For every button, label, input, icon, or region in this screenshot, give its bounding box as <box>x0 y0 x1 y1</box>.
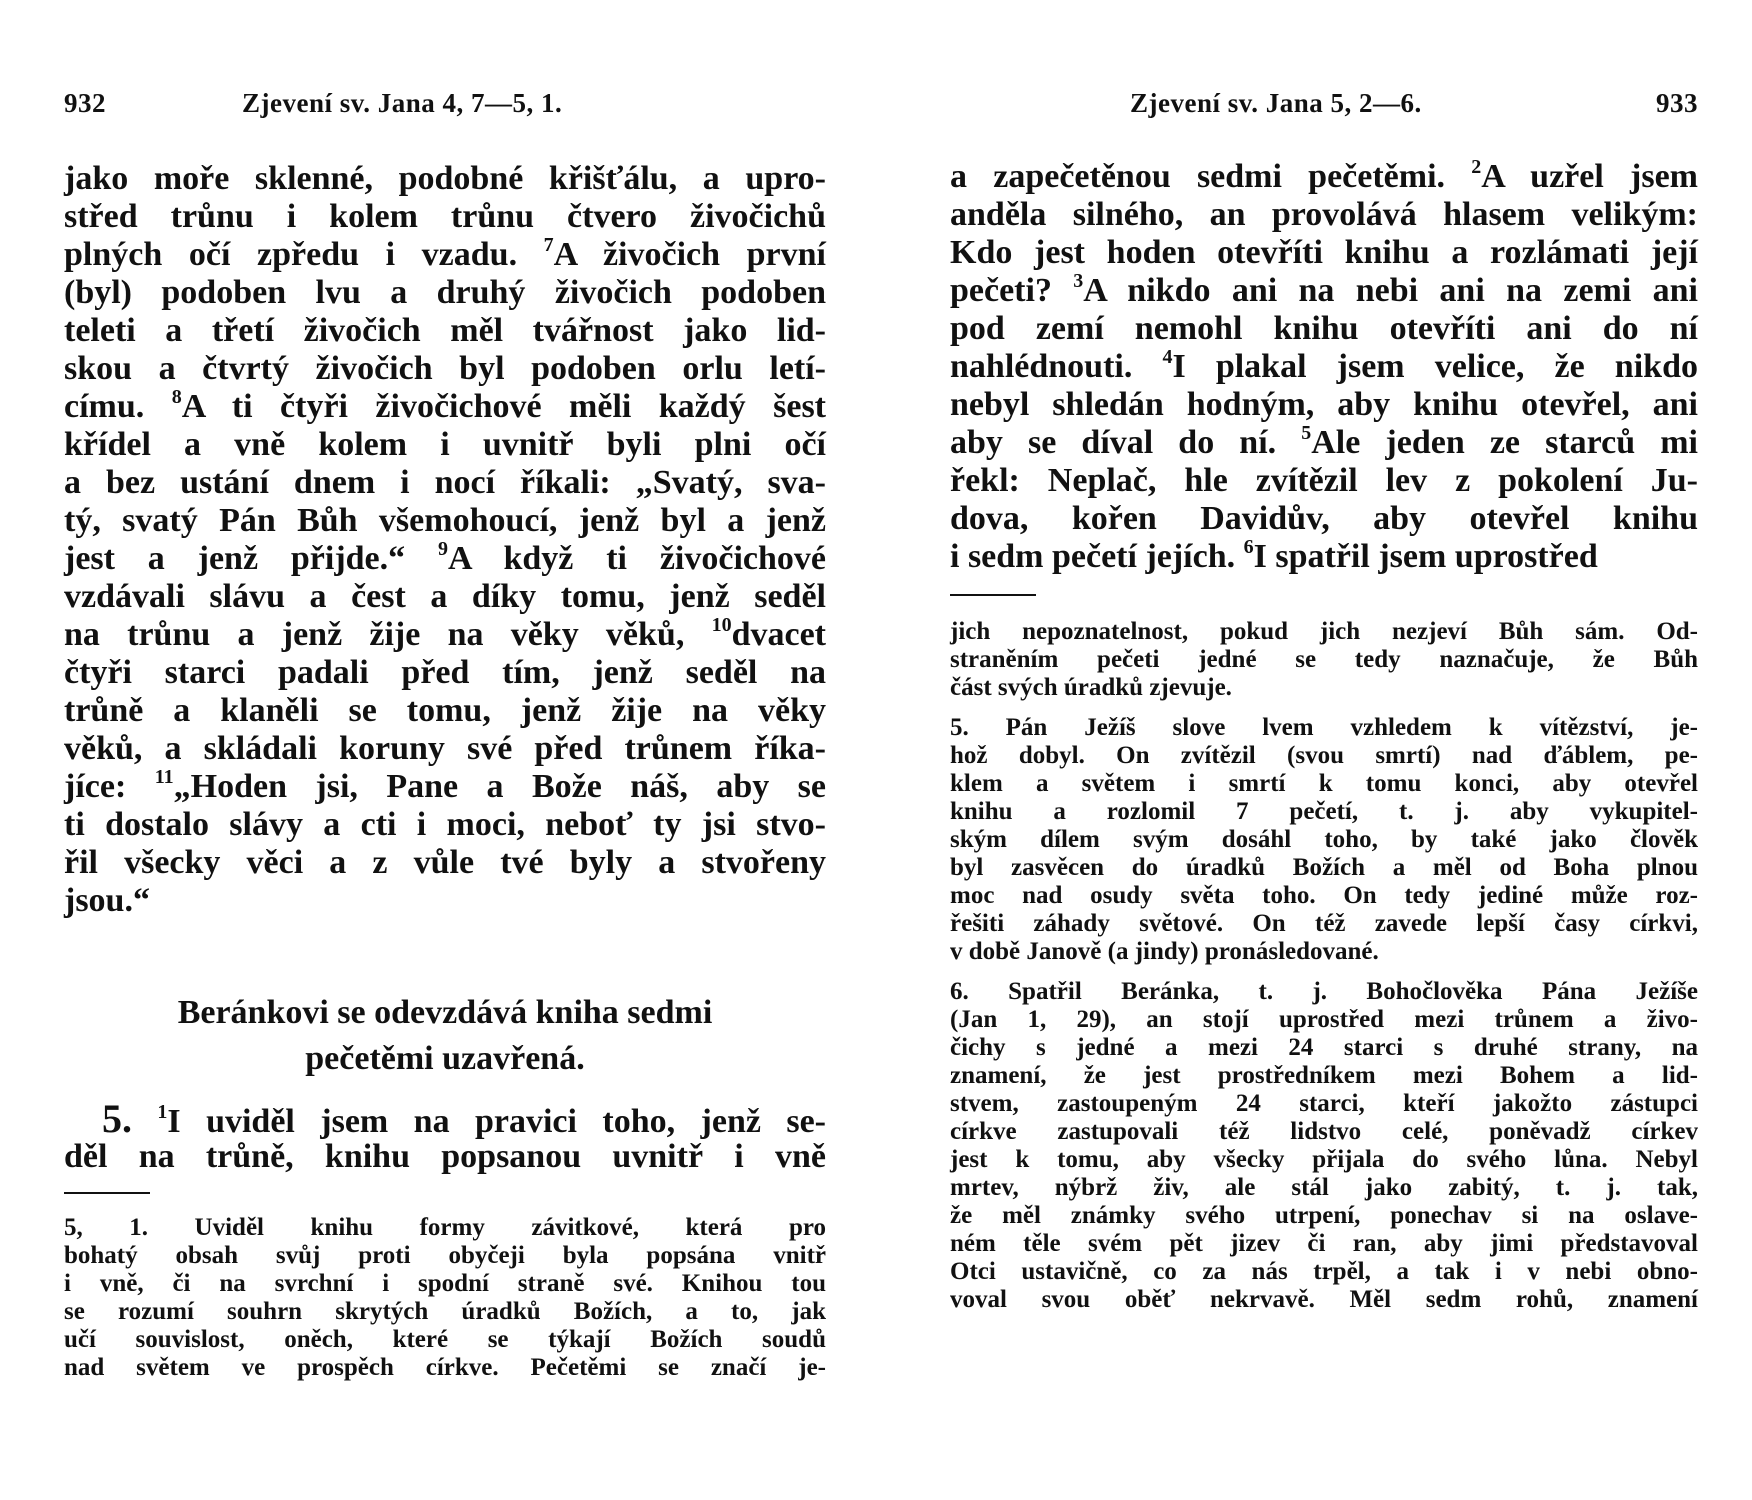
text-segment: i sedm pečetí jejích. <box>950 538 1244 575</box>
text-line <box>950 386 1698 424</box>
footnote-line: Otci ustavičně, co za nás trpěl, a tak i v nebi obno- <box>950 1258 1698 1285</box>
section-heading-line: pečetěmi uzavřená. <box>305 1040 585 1077</box>
text-line <box>950 196 1698 234</box>
text-segment: tý, svatý Pán Bůh všemohoucí, jenž byl a jenž <box>64 502 826 539</box>
text-line <box>64 502 826 540</box>
right-footnotes <box>950 618 1698 1314</box>
text-segment: dova, kořen Davidův, aby otevřel knihu <box>950 500 1698 537</box>
verse-number: 8 <box>171 386 182 408</box>
right-page <box>950 0 1698 1500</box>
text-line <box>64 236 826 274</box>
text-line <box>64 540 826 578</box>
text-segment: věků, a skládali koruny své před trůnem říka- <box>64 730 826 767</box>
footnote-line: 5, 1. Uviděl knihu formy závitkové, která pro <box>64 1214 826 1241</box>
footnote-line: část svých úradků zjevuje. <box>950 674 1232 701</box>
text-segment: jest a jenž přijde.“ <box>64 540 438 577</box>
text-segment: řil všecky věci a z vůle tvé byly a stvořeny <box>64 844 826 881</box>
footnote-line: moc nad osudy světa toho. On tedy jediné může roz- <box>950 882 1698 909</box>
footnote-line: učí souvislost, oněch, které se týkají Božích soudů <box>64 1326 826 1353</box>
chapter-second-line: děl na trůně, knihu popsanou uvnitř i vně <box>64 1138 826 1175</box>
left-page-number: 932 <box>64 88 106 118</box>
text-line <box>64 350 826 388</box>
verse-number: 2 <box>1471 156 1482 178</box>
footnote-line: řešiti záhady světové. On též zavede lepší časy církvi, <box>950 910 1698 937</box>
text-line <box>950 500 1698 538</box>
footnote-line: církve zastupovali též lidstvo celé, poněvadž církev <box>950 1118 1698 1145</box>
text-line <box>64 654 826 692</box>
left-page <box>64 0 826 1500</box>
footnote-line: voval svou oběť nekrvavě. Měl sedm rohů, znamení <box>950 1286 1698 1313</box>
verse-number: 6 <box>1243 536 1254 558</box>
text-segment: A živočich první <box>553 236 826 273</box>
text-segment: trůně a klaněli se tomu, jenž žije na věky <box>64 692 826 729</box>
text-segment: A když ti živočichové <box>447 540 826 577</box>
text-segment: I spatřil jsem uprostřed <box>1253 538 1598 575</box>
text-line <box>64 388 826 426</box>
text-segment: Ale jeden ze starců mi <box>1311 424 1698 461</box>
text-line <box>64 426 826 464</box>
chapter-number: 5. <box>102 1096 132 1141</box>
text-line <box>64 198 826 236</box>
footnote-line: jest k tomu, aby všecky přijala do svého lůna. Nebyl <box>950 1146 1698 1173</box>
chapter-opening <box>64 1096 827 1176</box>
left-footnotes <box>64 1214 826 1382</box>
footnote-line: v době Janově (a jindy) pronásledované. <box>950 938 1379 965</box>
text-segment: aby se díval do ní. <box>950 424 1302 461</box>
left-running-title: Zjevení sv. Jana 4, 7—5, 1. <box>242 88 563 118</box>
footnote-rule <box>950 594 1036 596</box>
text-segment: skou a čtvrtý živočich byl podoben orlu letí- <box>64 350 826 387</box>
text-line <box>950 234 1698 272</box>
text-segment: nahlédnouti. <box>950 348 1163 385</box>
text-line <box>950 538 1698 576</box>
text-line <box>64 616 826 654</box>
text-segment: čtyři starci padali před tím, jenž seděl na <box>64 654 826 691</box>
text-segment: pod zemí nemohl knihu otevříti ani do ní <box>950 310 1698 347</box>
text-segment: řekl: Neplač, hle zvítězil lev z pokolení Ju- <box>950 462 1698 499</box>
text-segment: a bez ustání dnem i nocí říkali: „Svatý, sva- <box>64 464 826 501</box>
text-segment: A nikdo ani na nebi ani na zemi ani <box>1083 272 1699 309</box>
text-segment: jíce: <box>64 768 155 805</box>
section-heading <box>64 990 826 1082</box>
footnote-line: i vně, či na svrchní i spodní straně své. Knihou tou <box>64 1270 826 1297</box>
left-running-head <box>64 88 826 128</box>
text-line <box>64 768 826 806</box>
verse-number: 5 <box>1301 422 1312 444</box>
right-running-head <box>950 88 1698 128</box>
right-main-text <box>950 158 1698 576</box>
text-segment: I plakal jsem velice, že nikdo <box>1172 348 1698 385</box>
left-main-text <box>64 160 826 920</box>
text-line <box>64 464 826 502</box>
footnote-line: 5. Pán Ježíš slove lvem vzhledem k vítězství, je- <box>950 714 1698 741</box>
text-line <box>64 844 826 882</box>
verse-number: 4 <box>1162 346 1173 368</box>
right-running-title: Zjevení sv. Jana 5, 2—6. <box>1130 88 1422 118</box>
footnote-line: že měl známky svého utrpení, ponechav si na oslave- <box>950 1202 1698 1229</box>
footnote-line: hož dobyl. On zvítězil (svou smrtí) nad ďáblem, pe- <box>950 742 1698 769</box>
footnote-line: stvem, zastoupeným 24 starci, kteří jakožto zástupci <box>950 1090 1698 1117</box>
verse-number: 11 <box>154 766 174 788</box>
text-segment: vzdávali slávu a čest a díky tomu, jenž seděl <box>64 578 826 615</box>
footnote-rule <box>64 1192 150 1194</box>
text-segment: A ti čtyři živočichové měli každý šest <box>181 388 826 425</box>
text-segment: plných očí zpředu i vzadu. <box>64 236 544 273</box>
text-segment: A uzřel jsem <box>1481 158 1698 195</box>
text-segment: ti dostalo slávy a cti i moci, neboť ty jsi stvo- <box>64 806 826 843</box>
text-line <box>64 274 826 312</box>
chapter-first-line <box>64 1096 827 1141</box>
text-line <box>950 348 1698 386</box>
text-line <box>950 424 1698 462</box>
text-segment: címu. <box>64 388 172 425</box>
verse-number: 9 <box>437 538 448 560</box>
footnote-line: znamení, že jest prostředníkem mezi Bohem a lid- <box>950 1062 1698 1089</box>
text-line <box>64 578 826 616</box>
chapter-text: I uviděl jsem na pravici toho, jenž se- <box>167 1103 827 1140</box>
text-segment: křídel a vně kolem i uvnitř byli plni očí <box>64 426 826 463</box>
text-line <box>950 310 1698 348</box>
text-line <box>950 462 1698 500</box>
text-line <box>64 160 826 198</box>
text-segment: jako moře sklenné, podobné křišťálu, a upro- <box>64 160 826 197</box>
text-segment: „Hoden jsi, Pane a Bože náš, aby se <box>173 768 827 805</box>
text-segment: teleti a třetí živočich měl tvářnost jako lid- <box>64 312 826 349</box>
text-segment: dvacet <box>731 616 826 653</box>
footnote-line: ským dílem svým dosáhl toho, by také jako člověk <box>950 826 1698 853</box>
footnote-line: nad světem ve prospěch církve. Pečetěmi se značí je- <box>64 1354 826 1381</box>
footnote-line: klem a světem i smrtí k tomu konci, aby otevřel <box>950 770 1698 797</box>
text-line <box>64 882 826 920</box>
text-line <box>950 272 1698 310</box>
text-line <box>64 806 826 844</box>
verse-number: 3 <box>1073 270 1084 292</box>
footnote-line: byl zasvěcen do úradků Božích a měl od Boha plnou <box>950 854 1698 881</box>
text-segment: (byl) podoben lvu a druhý živočich podoben <box>64 274 826 311</box>
footnote-line: bohatý obsah svůj proti obyčeji byla popsána vnitř <box>64 1242 826 1269</box>
footnote-line: se rozumí souhrn skrytých úradků Božích, a to, jak <box>64 1298 826 1325</box>
text-segment: na trůnu a jenž žije na věky věků, <box>64 616 712 653</box>
text-segment: jsou.“ <box>64 882 150 919</box>
section-heading-line: Beránkovi se odevzdává kniha sedmi <box>177 994 713 1031</box>
text-segment: střed trůnu i kolem trůnu čtvero živočichů <box>64 198 826 235</box>
footnote-line: čichy s jedné a mezi 24 starci s druhé strany, na <box>950 1034 1698 1061</box>
text-segment: anděla silného, an provolává hlasem velikým: <box>950 196 1698 233</box>
footnote-line: mrtev, nýbrž živ, ale stál jako zabitý, t. j. tak, <box>950 1174 1698 1201</box>
footnote-line: 6. Spatřil Beránka, t. j. Bohočlověka Pána Ježíše <box>950 978 1698 1005</box>
footnote-gap <box>950 966 1698 978</box>
verse-number: 1 <box>157 1101 168 1123</box>
footnote-line: (Jan 1, 29), an stojí uprostřed mezi trůnem a živo- <box>950 1006 1698 1033</box>
right-page-number: 933 <box>1656 88 1698 118</box>
text-line <box>64 312 826 350</box>
footnote-line: ném těle svém pět jizev či ran, aby jimi představoval <box>950 1230 1698 1257</box>
text-line <box>64 692 826 730</box>
verse-number: 7 <box>543 234 554 256</box>
text-segment: nebyl shledán hodným, aby knihu otevřel, ani <box>950 386 1698 423</box>
footnote-line: straněním pečeti jedné se tedy naznačuje, že Bůh <box>950 646 1698 673</box>
text-line <box>950 158 1698 196</box>
verse-number: 10 <box>711 614 732 636</box>
text-line <box>64 730 826 768</box>
text-segment: pečeti? <box>950 272 1074 309</box>
footnote-line: knihu a rozlomil 7 pečetí, t. j. aby vykupitel- <box>950 798 1698 825</box>
text-segment: a zapečetěnou sedmi pečetěmi. <box>950 158 1472 195</box>
footnote-gap <box>950 702 1698 714</box>
text-segment: Kdo jest hoden otevříti knihu a rozlámati její <box>950 234 1698 271</box>
footnote-line: jich nepoznatelnost, pokud jich nezjeví Bůh sám. Od- <box>950 618 1698 645</box>
